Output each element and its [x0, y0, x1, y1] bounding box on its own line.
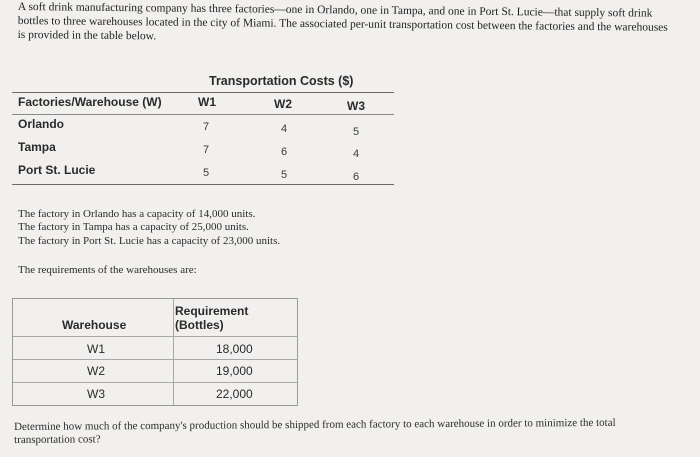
cost-orlando-w2: 4 [281, 123, 288, 135]
header-w3: W3 [347, 99, 365, 113]
row-factory-port-st-lucie: Port St. Lucie [18, 163, 96, 177]
requirements-table [12, 298, 298, 406]
header-divider [13, 336, 297, 337]
warehouse-w2: W2 [87, 364, 105, 378]
cost-port-st-lucie-w1: 5 [203, 167, 210, 179]
warehouse-w1: W1 [87, 342, 105, 356]
cost-port-st-lucie-w2: 5 [281, 169, 288, 181]
cost-port-st-lucie-w3: 6 [353, 171, 360, 183]
header-w2: W2 [274, 97, 292, 111]
requirement-w1: 18,000 [216, 342, 253, 356]
cost-orlando-w1: 7 [203, 121, 210, 133]
problem-intro: A soft drink manufacturing company has three factories—one in Orlando, one in Tampa, and one in Port St. Lucie—that supply soft drink bottles to three warehouses located in the city of Miami. The associated per-unit transportation cost between the factories and the warehouses is provided in the table below. [17, 0, 668, 43]
cost-orlando-w3: 5 [353, 126, 360, 138]
table-bottom-rule [12, 184, 394, 185]
warehouse-w3: W3 [87, 387, 105, 401]
requirement-w3: 22,000 [216, 387, 253, 401]
row-factory-tampa: Tampa [18, 140, 56, 154]
header-requirement: Requirement (Bottles) [175, 304, 249, 332]
header-w1: W1 [198, 95, 216, 109]
header-warehouse: Warehouse [62, 318, 127, 332]
question-text: Determine how much of the company's production should be shipped from each factory to each warehouse in order to minimize the total transportation cost? [14, 416, 616, 446]
table-title: Transportation Costs ($) [209, 74, 354, 88]
requirements-intro: The requirements of the warehouses are: [18, 264, 197, 276]
row-divider-1 [13, 359, 297, 360]
cost-tampa-w3: 4 [353, 148, 360, 160]
column-divider [173, 299, 174, 405]
capacity-tampa: The factory in Tampa has a capacity of 25,000 units. [18, 221, 249, 233]
header-factories-warehouse: Factories/Warehouse (W) [18, 95, 162, 109]
row-divider-2 [13, 382, 297, 383]
table-top-rule [12, 92, 394, 93]
row-factory-orlando: Orlando [18, 117, 65, 131]
header-rule [12, 114, 394, 115]
capacity-port-st-lucie: The factory in Port St. Lucie has a capacity of 23,000 units. [18, 235, 281, 247]
capacity-orlando: The factory in Orlando has a capacity of 14,000 units. [18, 208, 256, 220]
cost-tampa-w2: 6 [281, 146, 288, 158]
cost-tampa-w1: 7 [203, 144, 210, 156]
requirement-w2: 19,000 [216, 364, 253, 378]
